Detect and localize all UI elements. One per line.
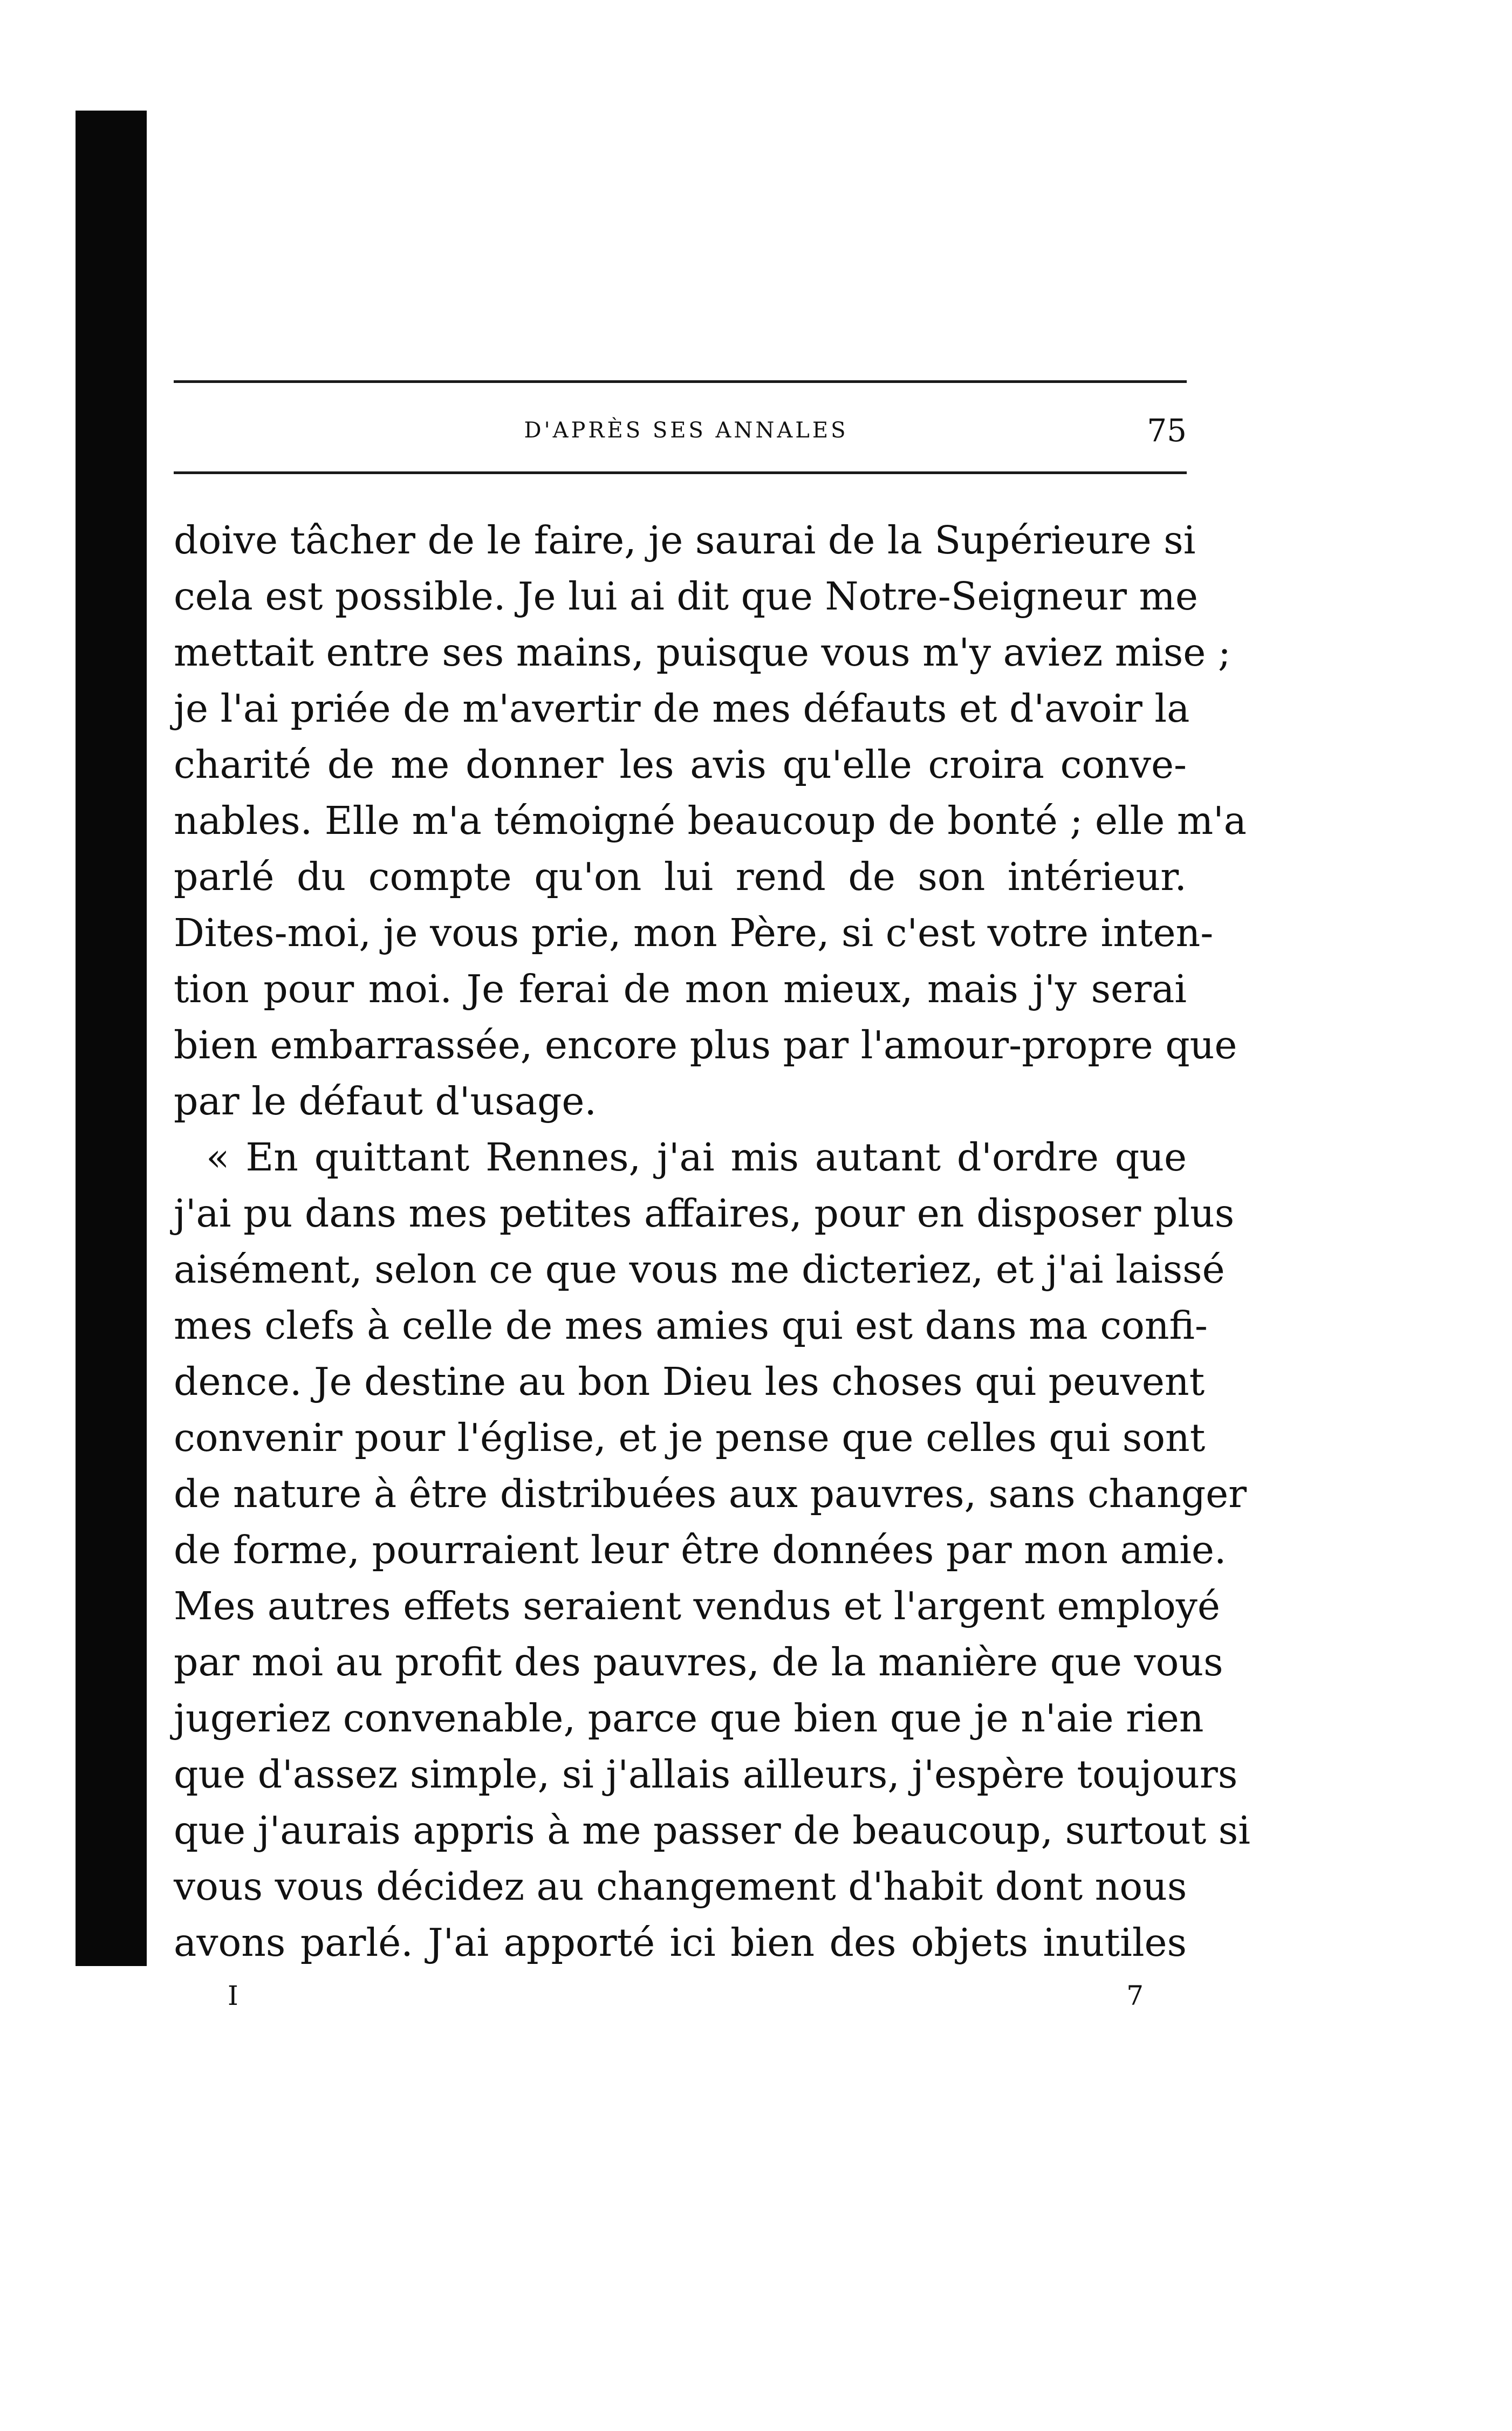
text-line: de forme, pourraient leur être données par mon amie. bbox=[174, 1528, 1227, 1572]
text-line: par moi au profit des pauvres, de la manière que vous bbox=[174, 1640, 1223, 1684]
text-line: cela est possible. Je lui ai dit que Notre-Seigneur me bbox=[174, 574, 1198, 619]
text-line: mes clefs à celle de mes amies qui est dans ma confi- bbox=[174, 1303, 1208, 1348]
body-text bbox=[174, 512, 1250, 1971]
signature-mark-left: I bbox=[228, 1980, 238, 2011]
text-line: nables. Elle m'a témoigné beaucoup de bonté ; elle m'a bbox=[174, 798, 1247, 843]
text-line: mettait entre ses mains, puisque vous m'y aviez mise ; bbox=[174, 630, 1231, 675]
text-line: « En quittant Rennes, j'ai mis autant d'ordre que bbox=[206, 1135, 1187, 1180]
text-line: par le défaut d'usage. bbox=[174, 1079, 597, 1124]
text-line: Dites-moi, je vous prie, mon Père, si c'est votre inten- bbox=[174, 910, 1214, 955]
running-title: D'APRÈS SES ANNALES bbox=[524, 418, 849, 443]
text-line: charité de me donner les avis qu'elle croira conve- bbox=[174, 742, 1187, 787]
page-footer bbox=[174, 1974, 1187, 2017]
text-line: je l'ai priée de m'avertir de mes défauts et d'avoir la bbox=[174, 686, 1190, 731]
text-line: que d'assez simple, si j'allais ailleurs, j'espère toujours bbox=[174, 1752, 1238, 1797]
text-line: j'ai pu dans mes petites affaires, pour en disposer plus bbox=[174, 1191, 1235, 1236]
text-line: Mes autres effets seraient vendus et l'argent employé bbox=[174, 1584, 1220, 1628]
header-top-rule bbox=[174, 380, 1187, 383]
text-line: que j'aurais appris à me passer de beaucoup, surtout si bbox=[174, 1808, 1250, 1853]
text-line: jugeriez convenable, parce que bien que je n'aie rien bbox=[174, 1696, 1204, 1741]
text-line: bien embarrassée, encore plus par l'amour-propre que bbox=[174, 1023, 1237, 1067]
text-line: de nature à être distribuées aux pauvres, sans changer bbox=[174, 1471, 1247, 1516]
page-number: 75 bbox=[1147, 412, 1187, 449]
text-line: aisément, selon ce que vous me dicteriez, et j'ai laissé bbox=[174, 1247, 1225, 1292]
text-line: doive tâcher de le faire, je saurai de la Supérieure si bbox=[174, 518, 1196, 563]
text-line: parlé du compte qu'on lui rend de son intérieur. bbox=[174, 854, 1187, 899]
text-line: dence. Je destine au bon Dieu les choses qui peuvent bbox=[174, 1359, 1205, 1404]
header-bottom-rule bbox=[174, 471, 1187, 474]
text-line: convenir pour l'église, et je pense que celles qui sont bbox=[174, 1415, 1206, 1460]
text-line: tion pour moi. Je ferai de mon mieux, mais j'y serai bbox=[174, 967, 1187, 1011]
text-line: avons parlé. J'ai apporté ici bien des objets inutiles bbox=[174, 1920, 1187, 1965]
scan-binding-shadow bbox=[76, 111, 147, 1966]
signature-mark-right: 7 bbox=[1126, 1980, 1144, 2011]
text-line: vous vous décidez au changement d'habit dont nous bbox=[174, 1864, 1187, 1909]
running-head bbox=[174, 409, 1187, 452]
